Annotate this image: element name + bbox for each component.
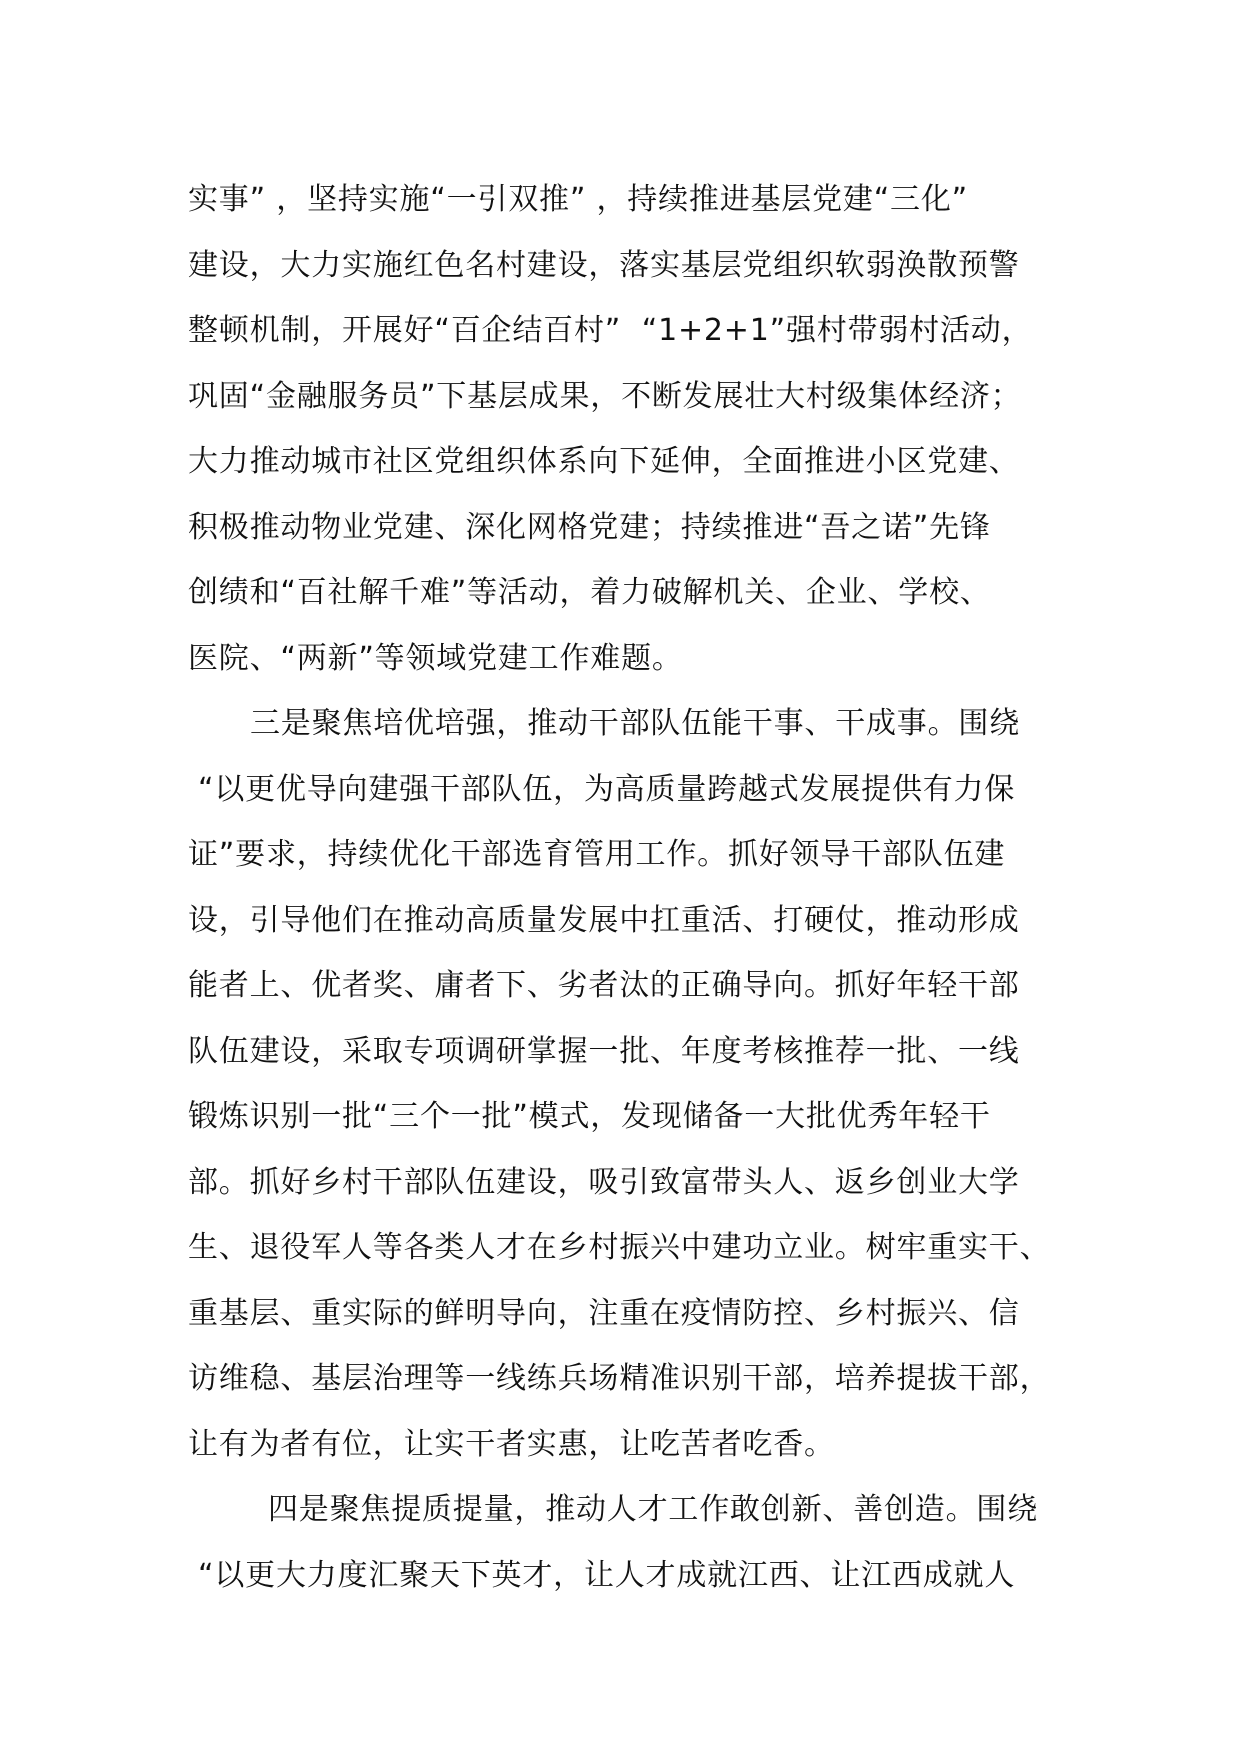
- text-line: 能者上、优者奖、庸者下、劣者汰的正确导向。抓好年轻干部: [188, 968, 1020, 1003]
- text-line: 医院、“两新”等领域党建工作难题。: [188, 640, 683, 676]
- paragraph-start-line: 四是聚焦提质提量，推动人才工作敢创新、善创造。围绕: [268, 1492, 1038, 1527]
- text-line: 实事” ，坚持实施“一引双推” ，持续推进基层党建“三化”: [188, 182, 968, 217]
- text-line: 大力推动城市社区党组织体系向下延伸，全面推进小区党建、: [188, 444, 1020, 479]
- text-line: 访维稳、基层治理等一线练兵场精准识别干部，培养提拔干部，: [188, 1361, 1051, 1396]
- text-line: 创绩和“百社解千难”等活动，着力破解机关、企业、学校、: [188, 575, 991, 610]
- paragraph-start-line: 三是聚焦培优培强，推动干部队伍能干事、干成事。围绕: [250, 706, 1020, 741]
- text-line: 部。抓好乡村干部队伍建设，吸引致富带头人、返乡创业大学: [188, 1164, 1020, 1200]
- text-line: 积极推动物业党建、深化网格党建；持续推进“吾之诺”先锋: [188, 509, 991, 545]
- text-line: 重基层、重实际的鲜明导向，注重在疫情防控、乡村振兴、信: [188, 1295, 1020, 1331]
- text-line: 整顿机制，开展好“百企结百村” “1+2+1”强村带弱村活动，: [188, 313, 1033, 348]
- text-line: 证”要求，持续优化干部选育管用工作。抓好领导干部队伍建: [188, 837, 1006, 872]
- text-line: 队伍建设，采取专项调研掌握一批、年度考核推荐一批、一线: [188, 1033, 1020, 1069]
- text-line: 让有为者有位，让实干者实惠，让吃苦者吃香。: [188, 1426, 835, 1462]
- text-line: 建设，大力实施红色名村建设，落实基层党组织软弱涣散预警: [188, 247, 1020, 283]
- text-line: “以更优导向建强干部队伍，为高质量跨越式发展提供有力保: [198, 771, 1016, 807]
- text-line: 巩固“金融服务员”下基层成果，不断发展壮大村级集体经济；: [188, 378, 1022, 414]
- text-line: 设，引导他们在推动高质量发展中扛重活、打硬仗，推动形成: [188, 902, 1020, 938]
- text-line: “以更大力度汇聚天下英才，让人才成就江西、让江西成就人: [198, 1557, 1016, 1593]
- text-line: 生、退役军人等各类人才在乡村振兴中建功立业。树牢重实干、: [188, 1230, 1051, 1265]
- text-line: 锻炼识别一批“三个一批”模式，发现储备一大批优秀年轻干: [188, 1099, 991, 1134]
- body-text: [188, 167, 1088, 1608]
